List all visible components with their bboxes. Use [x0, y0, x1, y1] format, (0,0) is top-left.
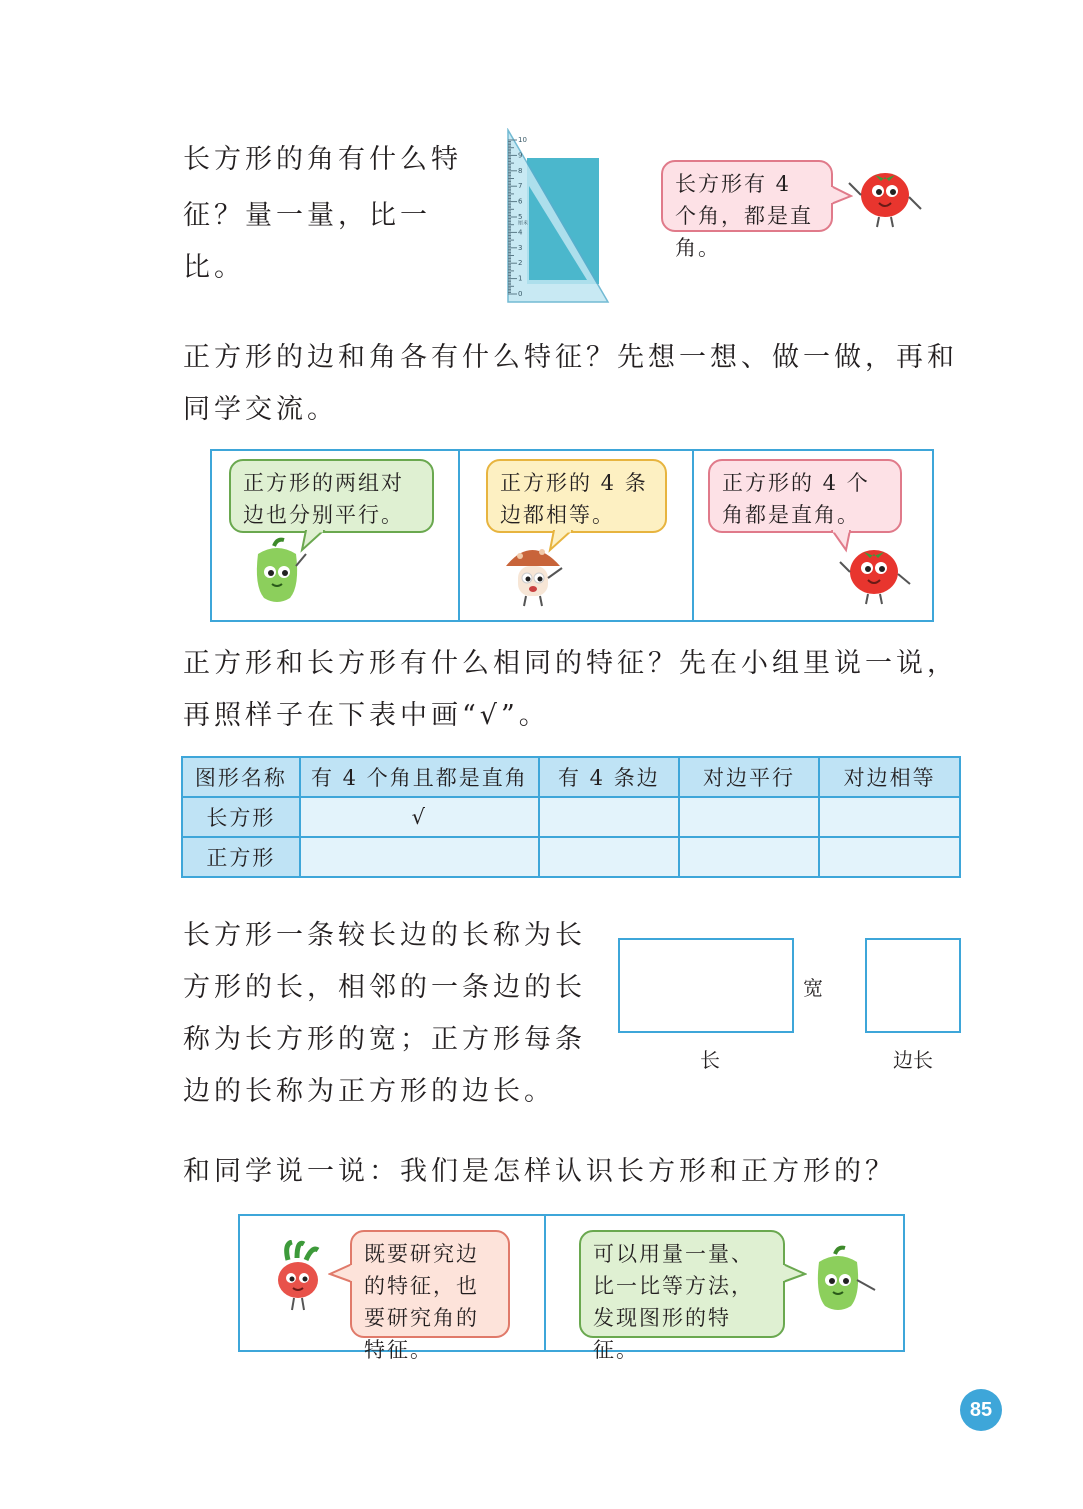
- table-header: 对边平行: [679, 757, 820, 797]
- ruler-number: 9: [518, 151, 523, 160]
- bubble-text: 正方形的两组对边也分别平行。: [243, 471, 404, 527]
- ruler-number: 5: [518, 213, 523, 221]
- rectangle-diagram: [618, 938, 794, 1033]
- table-row: [182, 837, 960, 877]
- speech-bubble-radish: [350, 1230, 510, 1362]
- table-cell[interactable]: [539, 837, 679, 877]
- square-diagram: [865, 938, 961, 1033]
- tomato-character-icon: [845, 163, 927, 231]
- speech-bubble-mushroom: [486, 459, 667, 533]
- speech-bubble-tomato: [708, 459, 902, 533]
- speech-bubble-pepper-bottom: [579, 1230, 785, 1362]
- question-how-we-learned: 和同学说一说：我们是怎样认识长方形和正方形的？: [183, 1156, 896, 1187]
- table-cell[interactable]: √: [300, 797, 539, 837]
- frame-divider: [458, 449, 460, 622]
- table-cell[interactable]: [300, 837, 539, 877]
- row-label-rectangle: 长方形: [182, 797, 300, 837]
- table-cell[interactable]: [679, 797, 820, 837]
- mushroom-character-icon: [498, 538, 568, 608]
- green-pepper-character-icon: [244, 536, 310, 606]
- ruler-number: 7: [518, 182, 523, 191]
- speech-bubble-tomato-top: [661, 160, 833, 260]
- label-side-length: 边长: [893, 1048, 933, 1072]
- label-width: 宽: [803, 976, 823, 1000]
- table-header: 有 4 个角且都是直角: [300, 757, 539, 797]
- speech-bubble-pepper: [229, 459, 434, 533]
- ruler-number: 8: [518, 166, 523, 175]
- green-pepper-character-icon: [805, 1244, 881, 1316]
- table-header-row: [182, 757, 960, 797]
- ruler-number: 3: [518, 243, 523, 252]
- question-common-features: 正方形和长方形有什么相同的特征？先在小组里说一说，再照样子在下表中画“√”。: [183, 648, 958, 731]
- question-rect-angles: [183, 134, 473, 294]
- page-number: 85: [960, 1389, 1002, 1431]
- table-cell[interactable]: [819, 837, 960, 877]
- ruler-number: 0: [518, 290, 523, 298]
- table-row: [182, 797, 960, 837]
- bubble-text: 正方形的 4 个角都是直角。: [722, 471, 870, 527]
- row-label-square: 正方形: [182, 837, 300, 877]
- bubble-tail: [783, 1262, 807, 1286]
- ruler-number: 6: [518, 197, 523, 206]
- question-square-features: 正方形的边和角各有什么特征？先想一想、做一做，再和同学交流。: [183, 342, 958, 425]
- frame-divider: [544, 1214, 546, 1352]
- table-header: 图形名称: [182, 757, 300, 797]
- table-header: 对边相等: [819, 757, 960, 797]
- question-line-1: 长方形的角有什么特: [183, 144, 462, 175]
- set-square-illustration: [505, 128, 610, 306]
- bubble-tail: [328, 1262, 352, 1286]
- ruler-number: 10: [518, 136, 527, 144]
- bubble-text: 可以用量一量、比一比等方法，发现图形的特征。: [593, 1242, 754, 1362]
- table-header: 有 4 条边: [539, 757, 679, 797]
- bubble-text: 长方形有 4 个角，都是直角。: [675, 172, 813, 260]
- feature-table: [181, 756, 961, 878]
- bubble-text: 正方形的 4 条边都相等。: [500, 471, 648, 527]
- ruler-number: 1: [518, 274, 523, 283]
- table-cell[interactable]: [679, 837, 820, 877]
- label-length: 长: [700, 1048, 720, 1072]
- table-cell[interactable]: [819, 797, 960, 837]
- ruler-number: 2: [518, 259, 523, 268]
- definition-text: 长方形一条较长边的长称为长方形的长，相邻的一条边的长称为长方形的宽；正方形每条边的长称为正方形的边长。: [183, 920, 586, 1107]
- frame-divider: [692, 449, 694, 622]
- ruler-number: 4: [518, 228, 523, 237]
- radish-character-icon: [266, 1240, 328, 1314]
- bubble-text: 既要研究边的特征，也要研究角的特征。: [364, 1242, 479, 1362]
- table-cell[interactable]: [539, 797, 679, 837]
- question-line-2: 征？量一量，比一比。: [183, 200, 431, 283]
- ruler-unit: 厘米: [518, 220, 529, 227]
- tomato-character-icon: [834, 540, 916, 608]
